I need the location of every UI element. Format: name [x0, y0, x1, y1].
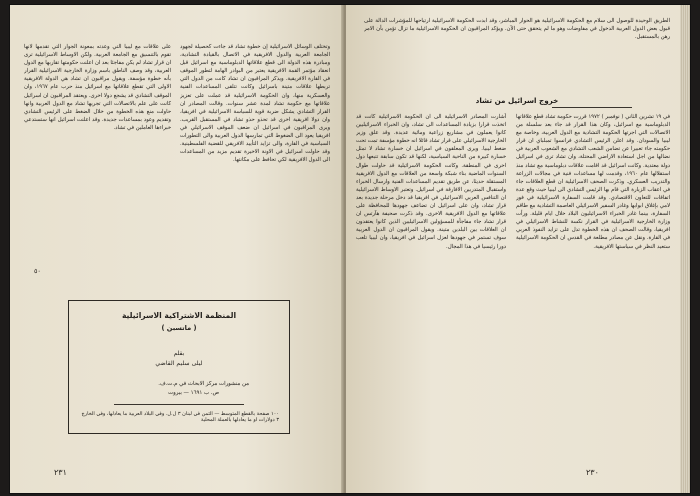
left-page-column-left — [24, 43, 171, 259]
intro-paragraph — [364, 17, 670, 59]
page-edges — [680, 5, 690, 493]
page-number-right: ٢٣٠ — [586, 468, 599, 477]
paragraph: في ١٩ تشرين الثاني ( نوفمبر ) ١٩٧٢ قررت حكومة تشاد قطع علاقاتها الدبلوماسية مع اسرائيل، وكان هذا القرار قد جاء بعد سلسلة من الاتصالات التي اجرتها الحكومة التشادية مع الدول العربية، وخاصة مع ليبيا والسودان. وقد اعلن الرئيس التشادي فرانسوا تمبلباي ان قرار حكومته جاء تعبيرا عن تضامن الشعب التشادي مع الشعوب العربية في نضالها من اجل استعادة الاراضي المحتلة، وان تشاد ترى في اسرائيل دولة معتدية. وكانت اسرائيل قد اقامت علاقات دبلوماسية مع تشاد منذ استقلالها عام ١٩٦٠، وقدمت لها مساعدات فنية في مجالات الزراعة والتدريب العسكري. وذكرت الصحف الاسرائيلية ان قطع العلاقات جاء في اعقاب الزيارة التي قام بها الرئيس التشادي الى ليبيا حيث وقع عدة اتفاقات للتعاون الاقتصادي. وقد قامت السفارة الاسرائيلية في فور لامي بإغلاق ابوابها وغادر السفير الاسرائيلي العاصمة التشادية مع طاقم السفارة، بينما غادر الخبراء الاسرائيليون البلاد خلال ايام قليلة. ورأت وزارة الخارجية الاسرائيلية في القرار نكسة للنشاط الاسرائيلي في افريقيا، وقالت الصحف ان هذه الخطوة تدل على تزايد النفوذ العربي في القارة. ونقل عن مصادر مطلعة في القدس ان الحكومة الاسرائيلية ستعيد النظر في سياستها الافريقية. — [516, 114, 670, 250]
book-title: المنظمة الاشتراكية الاسرائيلية — [121, 311, 237, 320]
paragraph: الطريق الوحيدة للوصول الى سلام مع الحكومة الاسرائيلية هو الحوار المباشر، وقد ابدت الحكومة الاسرائيلية ارتياحها للمؤشرات الدالة على قبول بعض الدول العربية الدخول في مفاوضات وهو ما لم يتحقق حتى الآن. ويؤكد المراقبون ان الحكومة الاسرائيلية ما تزال تؤمن بأن الامر رهن بالمستقبل. — [364, 18, 670, 41]
book-advertisement-box — [68, 300, 290, 434]
book-price-info: ١٠٠ صفحة بالقطع المتوسط — الثمن في لبنان ٣ ل.ل. وفي البلاد العربية ما يعادلها، وفي الخارج ٣ دولارات او ما يعادلها بالعملة المحلية — [81, 411, 279, 423]
book-publisher: من منشورات مركز الابحاث في م.ت.ف. — [158, 381, 249, 387]
paragraph: وتختلف الوسائل الاسرائيلية إن خطوة تشاد قد جاءت كحصيلة لجهود الجامعة العربية والدول الافريقية في الاتصال بالقيادة التشادية، ومبادرة هذه الدولة الى قطع علاقاتها الدبلوماسية مع اسرائيل قبل انعقاد مؤتمر القمة الافريقية يعتبر من البوادر الهامة لتطور الموقف في القارة الافريقية. ويذكر المراقبون ان تشاد كانت من الدول التي تربطها علاقات متينة باسرائيل وكانت تتلقى المساعدات الفنية والعسكرية منها، وان الحكومة الاسرائيلية قد عملت على تعزيز علاقاتها مع حكومة تشاد لمدة عشر سنوات. وقالت المصادر ان القرار التشادي يشكل ضربة قوية للسياسة الاسرائيلية في افريقيا، وان دولا افريقية اخرى قد تحذو حذو تشاد في المستقبل القريب. ويرى المراقبون في اسرائيل ان ضعف الموقف الاسرائيلي في افريقيا يعود الى الضغوط التي تمارسها الدول العربية والى التطورات السياسية في القارة، والى تزايد التأييد الافريقي للقضية الفلسطينية. وقد حاولت اسرائيل في الاونة الاخيرة تقديم مزيد من المساعدات الى الدول الافريقية لكي تحافظ على مكانتها. — [180, 44, 330, 164]
continuation-mark: ٥٠ — [34, 267, 41, 275]
paragraph: أشارت المصادر الاسرائيلية الى ان الحكومة الاسرائيلية كانت قد اتخذت قرارا بزيادة المساعدات الى تشاد، وان الخبراء الاسرائيليين كانوا يعملون في مشاريع زراعية ومائية عديدة. وقد علق وزير الخارجية الاسرائيلي على قرار تشاد قائلا انه خطوة مؤسفة تمت تحت ضغط ليبيا. ويرى المعلقون في اسرائيل ان خسارة تشاد لا تمثل خسارة كبيرة من الناحية السياسية، لكنها قد تكون سابقة تتبعها دول اخرى في المنطقة. وكانت الحكومة الاسرائيلية قد حاولت طوال السنوات الماضية بناء شبكة واسعة من العلاقات مع الدول الافريقية المستقلة حديثا، عن طريق تقديم المساعدات الفنية وارسال الخبراء واستقبال المتدربين الافارقة في اسرائيل. وتعتبر الاوساط الاسرائيلية ان التنافس العربي الاسرائيلي في افريقيا قد دخل مرحلة جديدة بعد قرار تشاد، وان على اسرائيل ان تضاعف جهودها للمحافظة على علاقاتها مع الدول الافريقية الاخرى. وقد ذكرت صحيفة هآرتس ان قرار تشاد جاء مفاجأة للمسؤولين الاسرائيليين الذين كانوا يعتقدون ان العلاقات بين البلدين متينة. ويقول المراقبون ان الدول العربية سوف تستمر في جهودها لعزل اسرائيل في افريقيا، وان ليبيا تلعب دورا رئيسيا في هذا المجال. — [356, 114, 506, 250]
right-page-column-right — [516, 113, 670, 463]
left-page — [10, 5, 343, 493]
paragraph: على علاقات مع ليبيا التي وعدته بمعونة الجوار التي تقدمها لانها تقوم بالتنسيق مع الجامعة العربية. ولكن الاوساط الاسرائيلية ترى ان قرار تشاد لم يكن مفاجئا بعد ان اعلنت حكومتها تقاربها مع الدول العربية، وقد وصف الناطق باسم وزارة الخارجية الاسرائيلية القرار بأنه خطوة مؤسفة. ويقول مراقبون ان تشاد هي الدولة الافريقية الاولى التي تقطع علاقاتها مع اسرائيل منذ حرب عام ١٩٦٧، وان الموقف التشادي قد يشجع دولا اخرى. ويعتقد المراقبون ان اسرائيل كانت على علم بالاتصالات التي تجريها تشاد مع الدول العربية وانها حاولت منع هذه الخطوة من خلال الضغط على الرئيس التشادي وتقديم وعود بمساعدات جديدة. وقد اعلنت اسرائيل انها ستستدعي خبراءها العاملين في تشاد. — [24, 44, 171, 131]
left-page-column-right — [180, 43, 330, 259]
section-heading: خروج اسرائيل من تشاد — [475, 96, 559, 105]
page-number-left: ٢٣١ — [54, 468, 67, 477]
book-subtitle: ( ماتسبن ) — [161, 324, 197, 332]
publisher-address: ص. ب ١٦٩١ — بيروت — [168, 390, 219, 396]
by-label: بقلم — [173, 350, 185, 357]
box-divider — [114, 404, 244, 405]
book-author: ليلى سليم القاضي — [155, 360, 203, 367]
right-page — [346, 5, 690, 493]
heading-underline — [552, 107, 632, 108]
book-spread — [10, 5, 690, 493]
right-page-column-left — [356, 113, 506, 463]
